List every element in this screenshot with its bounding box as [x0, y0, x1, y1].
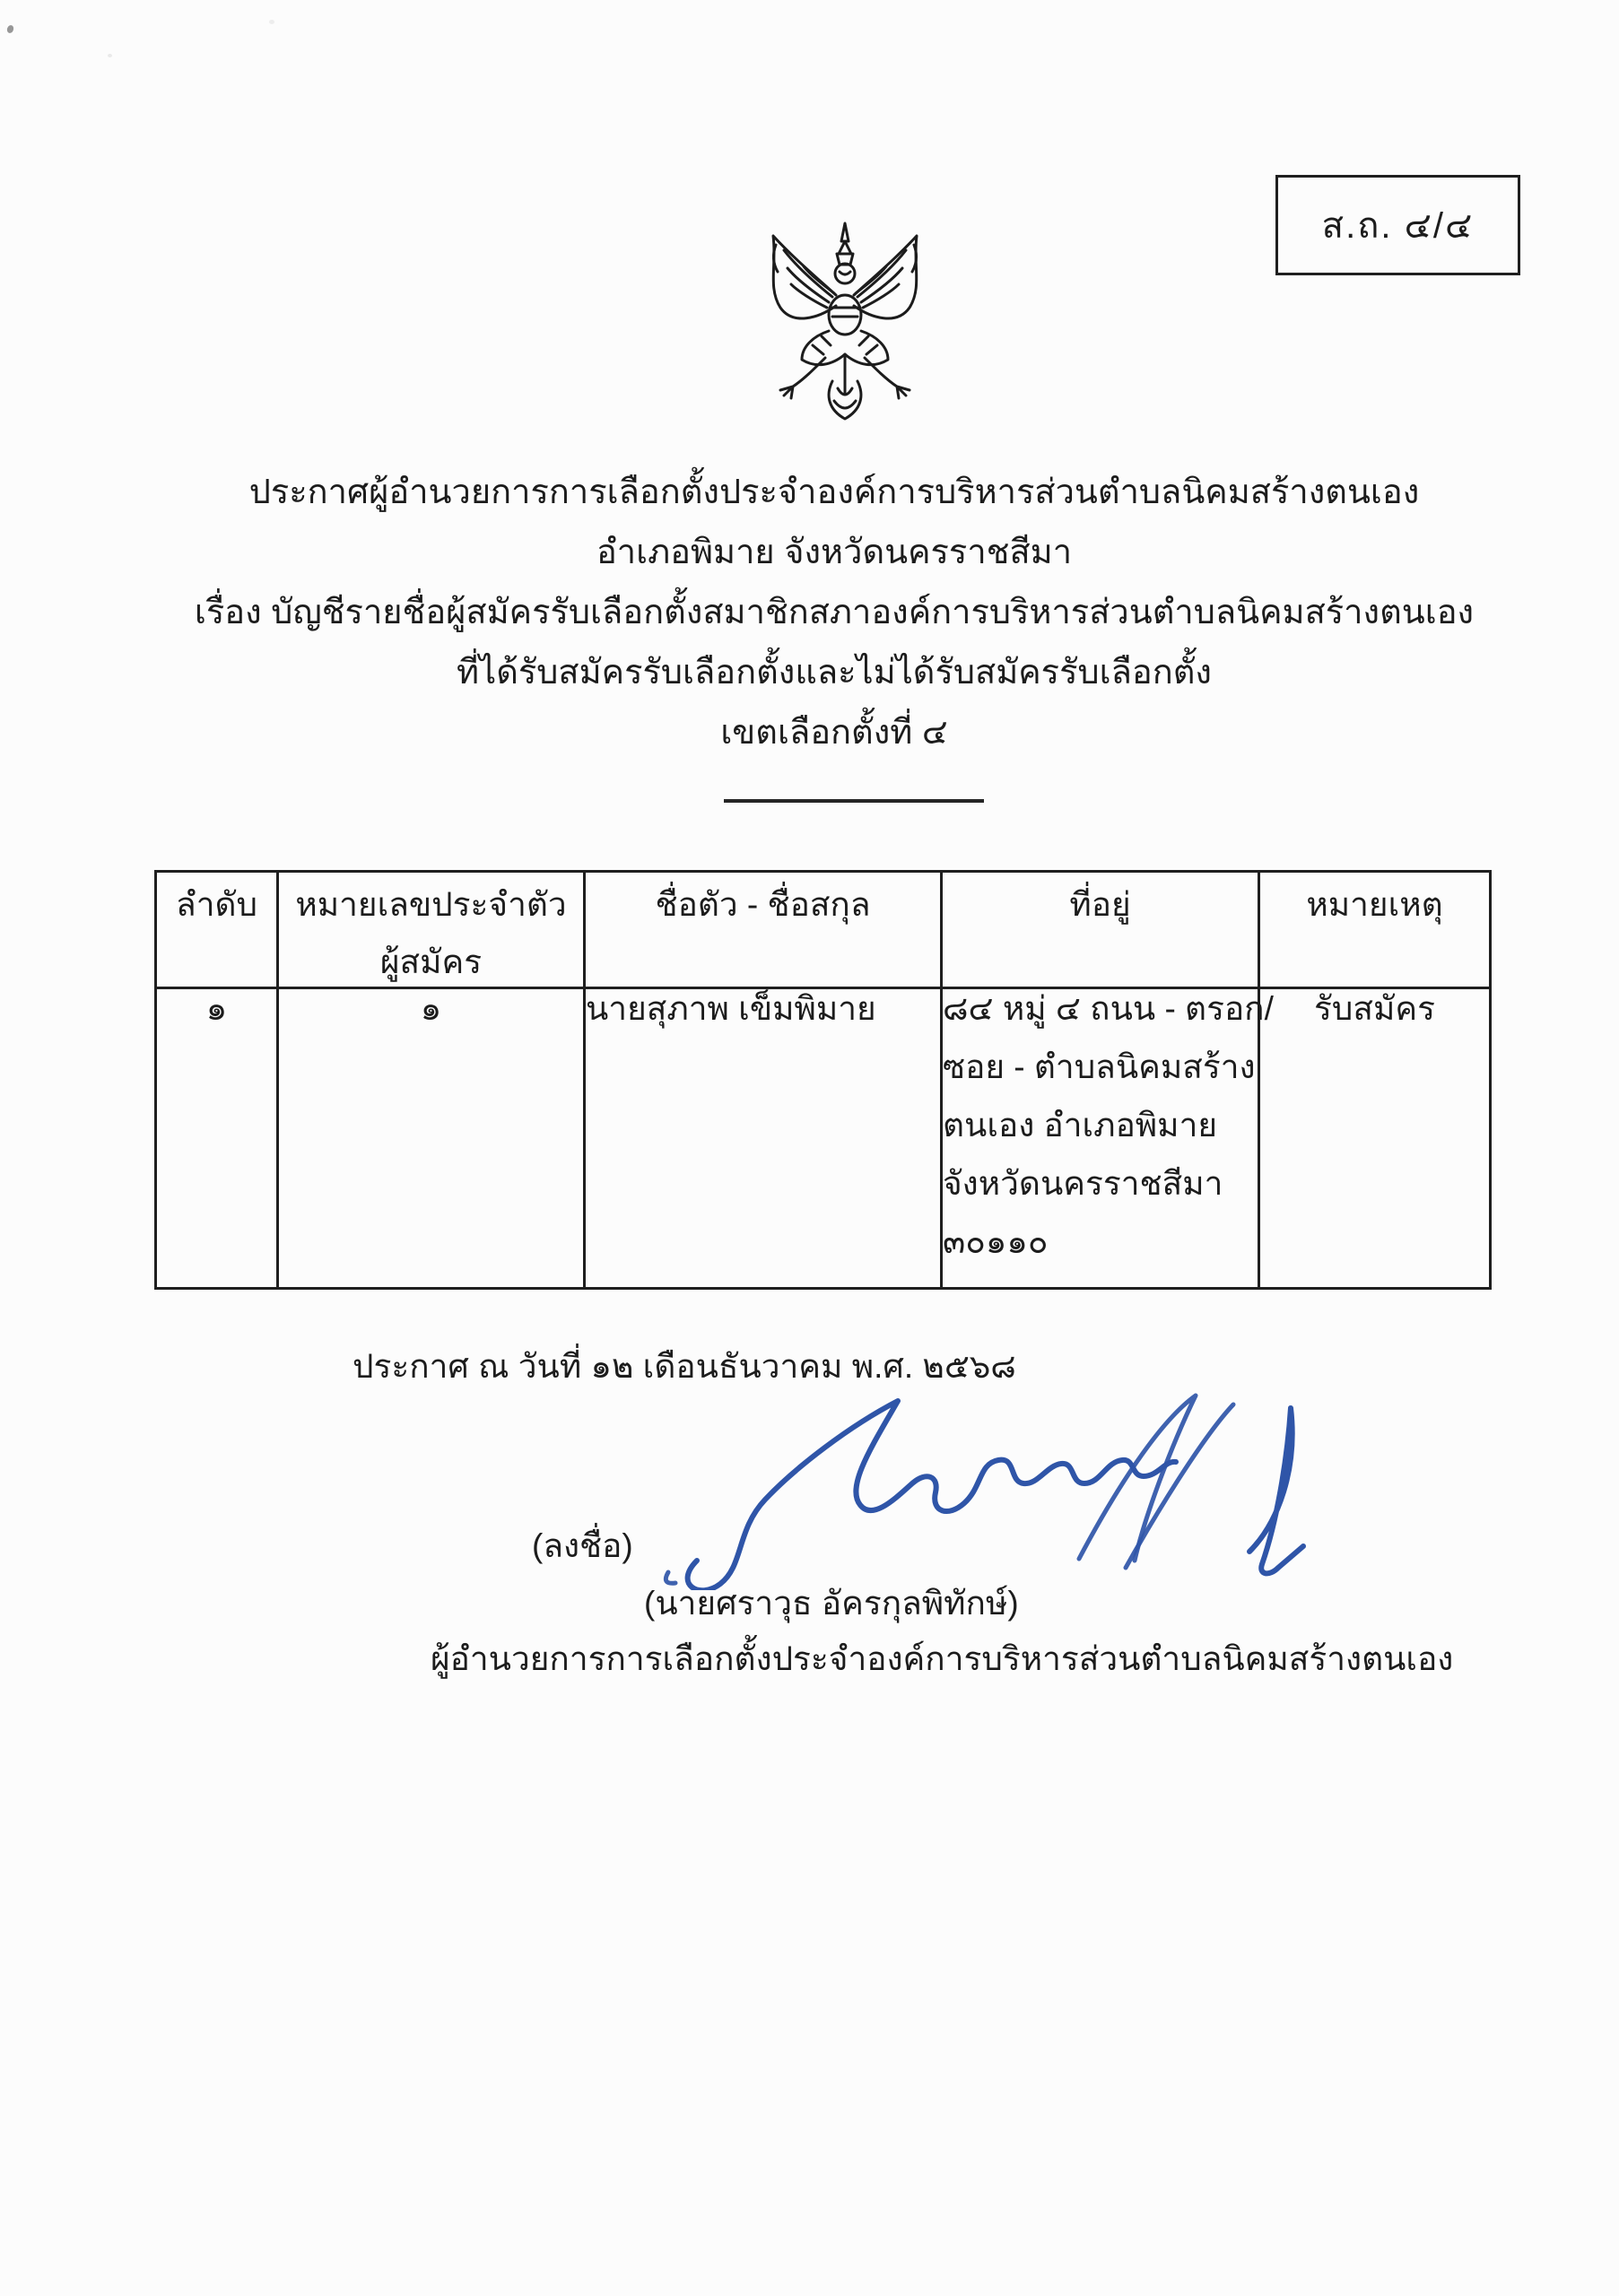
header-remark-label: หมายเหตุ: [1306, 886, 1443, 923]
cell-candidate-number: ๑: [278, 988, 585, 1289]
header-candidate-number-line1: หมายเลขประจำตัว: [295, 886, 567, 923]
form-code-box: [1275, 175, 1520, 275]
cell-candidate-name: นายสุภาพ เข็มพิมาย: [585, 988, 942, 1289]
header-candidate-number-line2: ผู้สมัคร: [379, 944, 483, 980]
announcement-date-line: ประกาศ ณ วันที่ ๑๒ เดือนธันวาคม พ.ศ. ๒๕๖๘: [353, 1348, 1016, 1385]
garuda-emblem-icon: [746, 218, 944, 429]
cell-remark: รับสมัคร: [1259, 988, 1491, 1289]
scan-speck: [108, 54, 112, 57]
header-no: [156, 872, 278, 988]
title-line-3: เรื่อง บัญชีรายชื่อผู้สมัครรับเลือกตั้งสมาชิกสภาองค์การบริหารส่วนตำบลนิคมสร้างตนเอง: [194, 594, 1475, 631]
form-code-label: ส.ถ. ๔/๔: [1321, 206, 1475, 246]
signer-title: ผู้อำนวยการการเลือกตั้งประจำองค์การบริหารส่วนตำบลนิคมสร้างตนเอง: [431, 1640, 1454, 1677]
address-line: ๓๐๑๑๐: [943, 1223, 1049, 1260]
scan-speck: [6, 24, 15, 34]
header-remark: [1259, 872, 1491, 988]
address-line: ตนเอง อำเภอพิมาย: [943, 1107, 1218, 1144]
address-line: จังหวัดนครราชสีมา: [943, 1165, 1223, 1202]
cell-no: ๑: [156, 988, 278, 1289]
signer-name: (นายศราวุธ อัครกุลพิทักษ์): [644, 1585, 1019, 1622]
title-line-1: ประกาศผู้อำนวยการการเลือกตั้งประจำองค์การบริหารส่วนตำบลนิคมสร้างตนเอง: [248, 474, 1420, 511]
title-line-5: เขตเลือกตั้งที่ ๔: [720, 714, 948, 752]
title-line-4: ที่ได้รับสมัครรับเลือกตั้งและไม่ได้รับสมัครรับเลือกตั้ง: [457, 654, 1212, 691]
document-title-block: [49, 463, 1619, 763]
header-address-label: ที่อยู่: [1069, 886, 1131, 923]
cell-address: [942, 988, 1274, 1289]
handwritten-signature-icon: [659, 1388, 1314, 1590]
title-line-2: อำเภอพิมาย จังหวัดนครราชสีมา: [596, 534, 1073, 571]
header-no-label: ลำดับ: [176, 886, 257, 923]
header-candidate-number: [278, 872, 585, 988]
scan-speck: [269, 20, 274, 24]
address-line: ซอย - ตำบลนิคมสร้าง: [943, 1048, 1256, 1085]
signed-by-label: (ลงชื่อ): [532, 1527, 633, 1564]
header-address: [942, 872, 1259, 988]
header-name-label: ชื่อตัว - ชื่อสกุล: [655, 886, 871, 923]
candidate-table: [154, 870, 1492, 1290]
table-header-row: [156, 872, 1491, 988]
address-line: ๘๔ หมู่ ๔ ถนน - ตรอก/: [943, 990, 1274, 1027]
title-divider-line: [724, 799, 984, 803]
table-row: [156, 988, 1491, 1289]
header-name: [585, 872, 942, 988]
